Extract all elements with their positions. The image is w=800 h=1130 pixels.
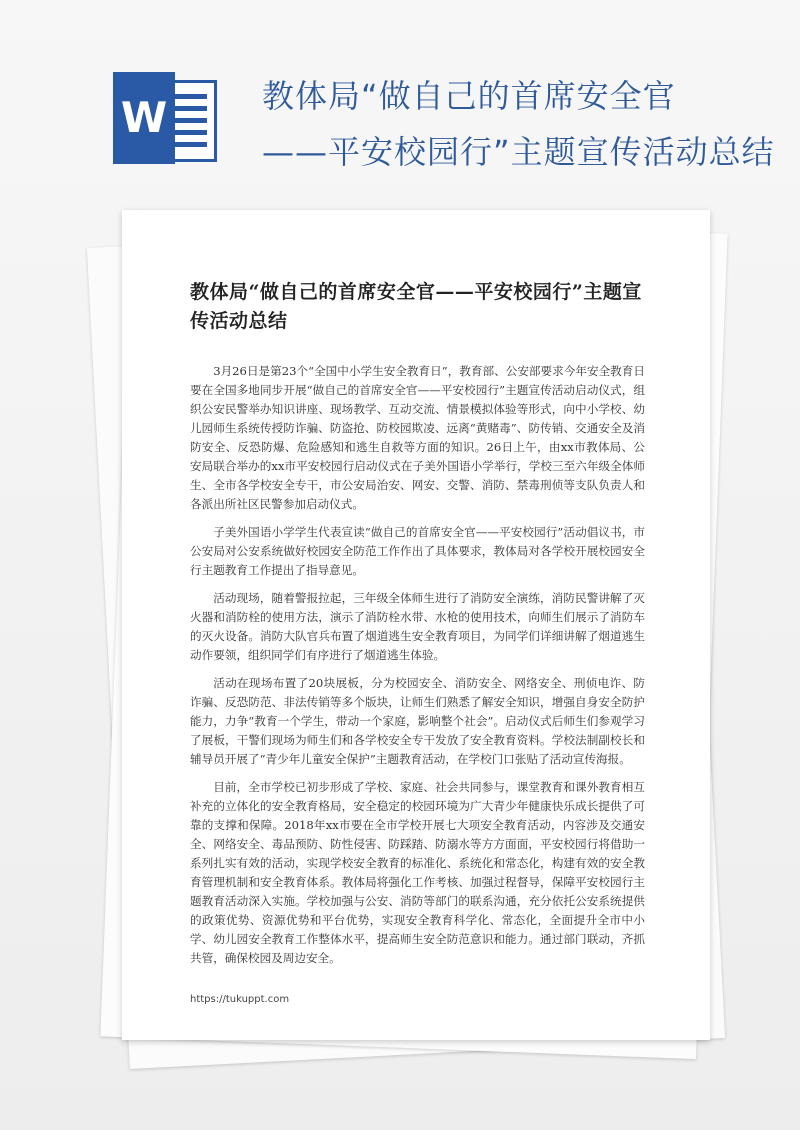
word-document-icon xyxy=(113,72,221,164)
document-paragraph: 3月26日是第23个“全国中小学生安全教育日”，教育部、公安部要求今年安全教育日要在全国多地同步开展“做自己的首席安全官——平安校园行”主题宣传活动启动仪式，组织公安民警举办知识讲座、现场教学、互动交流、情景模拟体验等形式，向中小学校、幼儿园师生系统传授防诈骗、防盗抢、防校园欺凌、远离“黄赌毒”、防传销、交通安全及消防安全、反恐防爆、危险感知和逃生自救等方面的知识。26日上午，由xx市教体局、公安局联合举办的xx市平安校园行启动仪式在子美外国语小学举行，学校三至六年级全体师生、全市各学校安全专干，市公安局治安、网安、交警、消防、禁毒刑侦等支队负责人和各派出所社区民警参加启动仪式。 xyxy=(190,364,645,511)
document-paragraph: 子美外国语小学学生代表宣读“做自己的首席安全官——平安校园行”活动倡议书，市公安局对公安系统做好校园安全防范工作作出了具体要求，教体局对各学校开展校园安全行主题教育工作提出了指导意见。 xyxy=(190,525,645,577)
document-body xyxy=(190,278,645,977)
word-letter-badge: W xyxy=(113,72,175,164)
page-title xyxy=(262,68,792,180)
document-paragraph: 活动现场，随着警报拉起，三年级全体师生进行了消防安全演练，消防民警讲解了灭火器和消防栓的使用方法，演示了消防栓水带、水枪的使用技术，向师生们展示了消防车的灭火设备。消防大队官兵布置了烟道逃生安全教育项目，为同学们详细讲解了烟道逃生动作要领，组织同学们有序进行了烟道逃生体验。 xyxy=(190,591,645,662)
page-title-line2: ——平安校园行”主题宣传活动总结 xyxy=(262,133,775,171)
document-page xyxy=(122,210,710,1040)
document-paragraph: 目前，全市学校已初步形成了学校、家庭、社会共同参与，课堂教育和课外教育相互补充的立体化的安全教育格局，安全稳定的校园环境为广大青少年健康快乐成长提供了可靠的支撑和保障。2018年xx市要在全市学校开展七大项安全教育活动，内容涉及交通安全、网络安全、毒品预防、防性侵害、防踩踏、防溺水等方方面面，平安校园行将借助一系列扎实有效的活动，实现学校安全教育的标准化、系统化和常态化，构建有效的安全教育管理机制和安全教育体系。教体局将强化工作考核、加强过程督导，保障平安校园行主题教育活动深入实施。学校加强与公安、消防等部门的联系沟通，充分依托公安系统提供的政策优势、资源优势和平台优势，实现安全教育科学化、常态化，全面提升全市中小学、幼儿园安全教育工作整体水平，提高师生安全防范意识和能力。通过部门联动，齐抓共管，确保校园及周边安全。 xyxy=(190,780,645,965)
page-title-line1: 教体局“做自己的首席安全官 xyxy=(262,77,676,115)
document-paragraph: 活动在现场布置了20块展板，分为校园安全、消防安全、网络安全、刑侦电诈、防诈骗、反恐防范、非法传销等多个版块，让师生们熟悉了解安全知识，增强自身安全防护能力，力争“教育一个学生，带动一个家庭，影响整个社会”。启动仪式后师生们参观学习了展板，干警们现场为师生们和各学校安全专干发放了安全教育资料。学校法制副校长和辅导员开展了“青少年儿童安全保护”主题教育活动，在学校门口张贴了活动宣传海报。 xyxy=(190,676,645,766)
source-url: https://tukuppt.com xyxy=(190,994,290,1005)
document-title: 教体局“做自己的首席安全官——平安校园行”主题宣传活动总结 xyxy=(190,281,642,332)
